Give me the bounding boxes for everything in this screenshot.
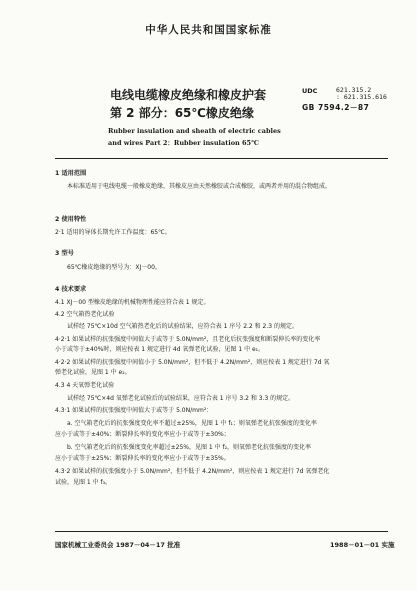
standard-header: 中华人民共和国国家标准 (145, 24, 272, 36)
section-4-3-1a-line2: 应小于或等于±40%；断裂伸长率的变化率应小于或等于±30%； (55, 431, 230, 438)
section-2-1: 2·1 适用的导体长期允许工作温度：65℃。 (55, 229, 171, 236)
section-4-3-intro: 试样经 75℃×4d 氧弹老化试验后的试验结果，应符合表 1 序号 3.2 和 3.3 的规定。 (67, 395, 295, 402)
section-3-body: 65℃橡皮绝缘的型号为：XJ－00。 (67, 264, 161, 271)
title-chinese-line2: 第 2 部分：65℃橡皮绝缘 (110, 106, 254, 120)
udc-label: UDC (302, 87, 318, 95)
title-chinese-line1: 电线电缆橡皮绝缘和橡皮护套 (110, 88, 267, 102)
section-4-3-1b-line2: 应小于或等于±25%；断裂伸长率的变化率应小于或等于±35%。 (55, 455, 230, 462)
section-4-2-2-line2: 弹老化试验，见图 1 中 e₂。 (55, 369, 131, 376)
udc-value-2: : 621.315.616 (336, 93, 387, 101)
section-4-3-2-line2: 试验，见图 1 中 f₃。 (55, 479, 112, 486)
section-4-2-1-line2: 小于或等于±40%时，则应按表 1 规定进行 4d 氧弹老化试验，见图 1 中 e₁。 (55, 346, 265, 353)
section-4-title: 4 技术要求 (55, 286, 87, 293)
section-3-title: 3 型号 (55, 250, 74, 257)
title-english-line1: Rubber insulation and sheath of electric cables (108, 127, 281, 135)
section-4-2-2-line1: 4·2·2 如果试样的抗张强度中间值小于 5.0N/mm²，但不低于 4.2N/mm²，则应按表 1 规定进行 7d 氧 (55, 359, 330, 366)
gb-code: GB 7594.2－87 (302, 103, 370, 112)
section-4-3-1: 4.3·1 如果试样的抗张强度中间值大于或等于 5.0N/mm²： (55, 407, 213, 414)
section-4-3-1b-line1: b. 空气箱老化后的抗张强度变化率超过±25%，见图 1 中 f₂，则氧弹老化抗张强度的变化率 (67, 444, 312, 451)
section-4-2-title: 4.2 空气箱热老化试验 (55, 311, 115, 318)
title-english-line2: and wires Part 2：Rubber insulation 65℃ (108, 139, 259, 147)
section-4-2-intro: 试样经 75℃×10d 空气箱热老化后的试验结果，应符合表 1 序号 2.2 和 2.3 的规定。 (67, 323, 299, 330)
section-2-title: 2 使用特性 (55, 216, 87, 223)
section-4-3-2-line1: 4.3·2 如果试样的抗张强度小于 5.0N/mm²，但不低于 4.2N/mm²，则应按表 1 规定进行 7d 氧弹老化 (55, 468, 330, 475)
udc-value-1: 621.315.2 (336, 86, 372, 94)
section-4-1: 4.1 XJ－00 型橡皮绝缘的机械物理性能应符合表 1 规定。 (55, 299, 210, 306)
section-4-2-1-line1: 4·2·1 如果试样的抗张强度中间值大于或等于 5.0N/mm²，且老化后抗张强度和断裂伸长率的变化率 (55, 336, 321, 343)
approval-note: 国家机械工业委员会 1987－04－17 批准 (55, 541, 181, 549)
top-divider (55, 158, 388, 159)
bottom-divider (55, 531, 388, 532)
implementation-date: 1988－01－01 实施 (330, 541, 395, 549)
section-4-3-1a-line1: a. 空气箱老化后的抗张强度变化率不超过±25%，见图 1 中 f₁；则氧弹老化抗张强度的变化率 (67, 420, 317, 427)
section-1-title: 1 适用范围 (55, 170, 87, 177)
section-4-3-title: 4.3 4 天氧弹老化试验 (55, 382, 115, 389)
section-1-body: 本标准适用于电线电缆一般橡皮绝缘，其橡皮应由天然橡胶或合成橡胶，或两者并用的混合物组成。 (67, 183, 332, 190)
